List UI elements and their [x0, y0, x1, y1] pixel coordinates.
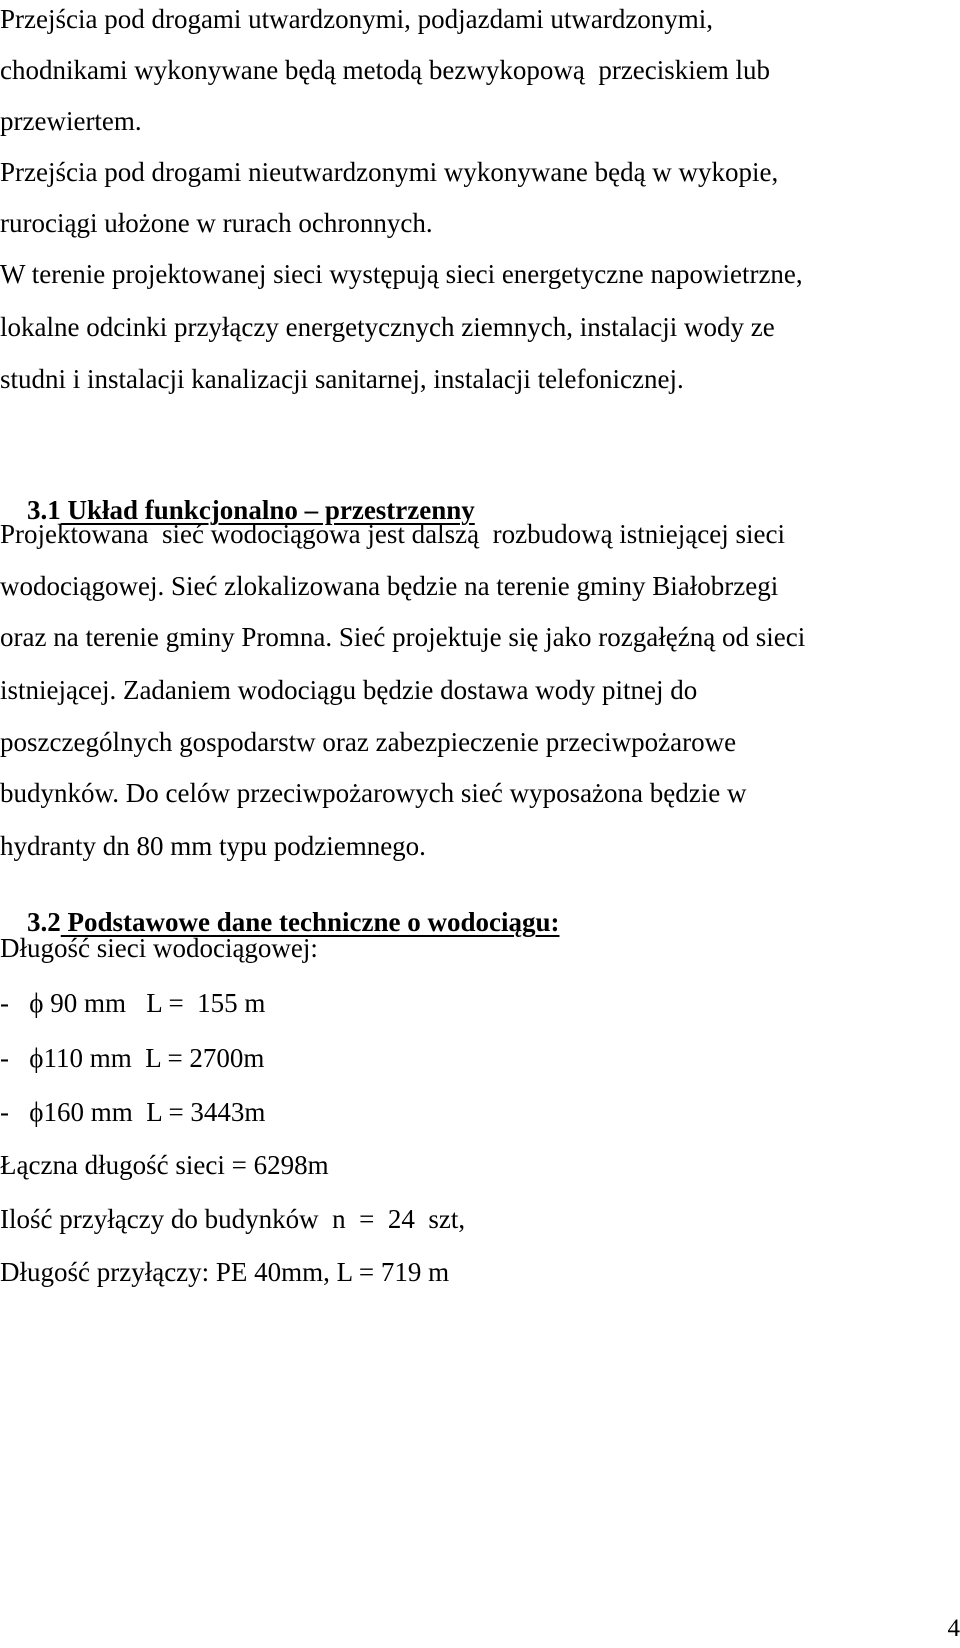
- section-number: 3.2: [27, 907, 61, 937]
- text-line: studni i instalacji kanalizacji sanitarnej, instalacji telefonicznej.: [0, 364, 684, 394]
- text-line: chodnikami wykonywane będą metodą bezwykopową przeciskiem lub: [0, 55, 771, 85]
- text-line: Długość sieci wodociągowej:: [0, 933, 318, 963]
- list-item: - ϕ 90 mm L = 155 m: [0, 988, 266, 1018]
- section-title: Układ funkcjonalno – przestrzenny: [60, 495, 475, 525]
- text-line: wodociągowej. Sieć zlokalizowana będzie na terenie gminy Białobrzegi: [0, 571, 779, 601]
- text-line: lokalne odcinki przyłączy energetycznych ziemnych, instalacji wody ze: [0, 312, 775, 342]
- section-number: 3.1: [27, 495, 61, 525]
- text-line: rurociągi ułożone w rurach ochronnych.: [0, 208, 433, 238]
- text-line: W terenie projektowanej sieci występują sieci energetyczne napowietrzne,: [0, 259, 803, 289]
- text-line: hydranty dn 80 mm typu podziemnego.: [0, 831, 426, 861]
- text-line: istniejącej. Zadaniem wodociągu będzie dostawa wody pitnej do: [0, 675, 698, 705]
- text-line: Ilość przyłączy do budynków n = 24 szt,: [0, 1204, 466, 1234]
- text-line: oraz na terenie gminy Promna. Sieć projektuje się jako rozgałęźną od sieci: [0, 622, 806, 652]
- text-line: Przejścia pod drogami nieutwardzonymi wykonywane będą w wykopie,: [0, 157, 779, 187]
- text-line: Długość przyłączy: PE 40mm, L = 719 m: [0, 1257, 450, 1287]
- text-line: Łączna długość sieci = 6298m: [0, 1150, 329, 1180]
- text-line: Projektowana sieć wodociągowa jest dalszą rozbudową istniejącej sieci: [0, 519, 785, 549]
- text-line: poszczególnych gospodarstw oraz zabezpieczenie przeciwpożarowe: [0, 727, 737, 757]
- text-line: Przejścia pod drogami utwardzonymi, podjazdami utwardzonymi,: [0, 4, 714, 34]
- section-title: Podstawowe dane techniczne o wodociągu:: [60, 907, 560, 937]
- page-number: 4: [947, 1615, 960, 1642]
- list-item: - ϕ160 mm L = 3443m: [0, 1097, 266, 1127]
- text-line: budynków. Do celów przeciwpożarowych sieć wyposażona będzie w: [0, 778, 747, 808]
- text-line: przewiertem.: [0, 106, 142, 136]
- list-item: - ϕ110 mm L = 2700m: [0, 1043, 265, 1073]
